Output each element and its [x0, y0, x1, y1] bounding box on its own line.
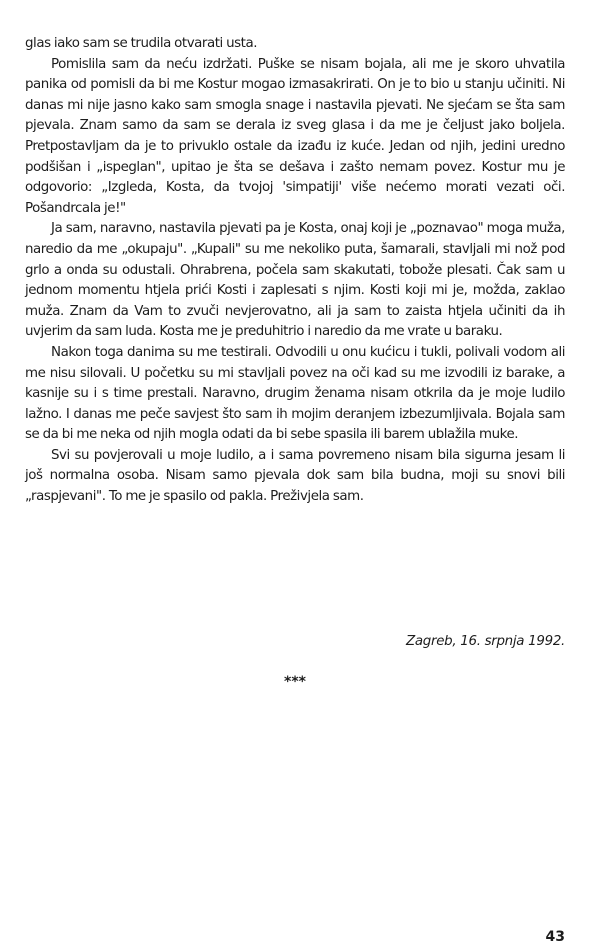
paragraph-3: Ja sam, naravno, nastavila pjevati pa je Kosta, onaj koji je „poznavao" moga muža, naredio da me „okupaju". „Kupali" su me nekoliko puta, šamarali, stavljali mi nož pod grlo a onda su odustali. Ohrabrena, počela sam skakutati, tobože plesati. Čak sam u jednom momentu htjela prići Kosti i zaplesati s njim. Kosti koji mi je, možda, zaklao muža. Znam da Vam to zvuči nevjerovatno, ali ja sam to zaista htjela učiniti da ih uvjerim da sam luda. Kosta me je preduhitrio i naredio da me vrate u baraku.: [25, 221, 565, 340]
section-separator: ***: [284, 674, 306, 690]
paragraph-1: glas iako sam se trudila otvarati usta.: [25, 36, 258, 51]
page-body: [25, 34, 565, 690]
page-number: 43: [545, 929, 565, 945]
paragraph-4: Nakon toga danima su me testirali. Odvodili u onu kućicu i tukli, polivali vodom ali me nisu silovali. U početku su mi stavljali povez na oči kad su me izvodili iz barake, a kasnije su i s time prestali. Naravno, drugim ženama nisam otkrila da je moje ludilo lažno. I danas me peče savjest što sam ih mojim deranjem izbezumljivala. Bojala sam se da bi me neka od njih mogla odati da bi sebe spasila ili barem ublažila muke.: [25, 344, 565, 443]
signoff-place-date: Zagreb, 16. srpnja 1992.: [406, 634, 565, 649]
paragraph-2: Pomislila sam da neću izdržati. Puške se nisam bojala, ali me je skoro uhvatila panika od pomisli da bi me Kostur mogao izmasakrirati. On je to bio u stanju učiniti. Ni danas mi nije jasno kako sam smogla snage i nastavila pjevati. Ne sjećam se šta sam pjevala. Znam samo da sam se derala iz sveg glasa i da me je čeljust jako boljela. Pretpostavljam da je to privuklo ostale da izađu iz kuće. Jedan od njih, jedini uredno podšišan i „ispeglan", upitao je šta se dešava i zašto nemam povez. Kostur mu je odgovorio: „Izgleda, Kosta, da tvojoj 'simpatiji' više nećemo morati vezati oči. Pošandrcala je!": [25, 56, 565, 216]
paragraph-5: Svi su povjerovali u moje ludilo, a i sama povremeno nisam bila sigurna jesam li još normalna osoba. Nisam samo pjevala dok sam bila budna, moji su snovi bili „raspjevani". To me je spasilo od pakla. Preživjela sam.: [25, 447, 565, 505]
